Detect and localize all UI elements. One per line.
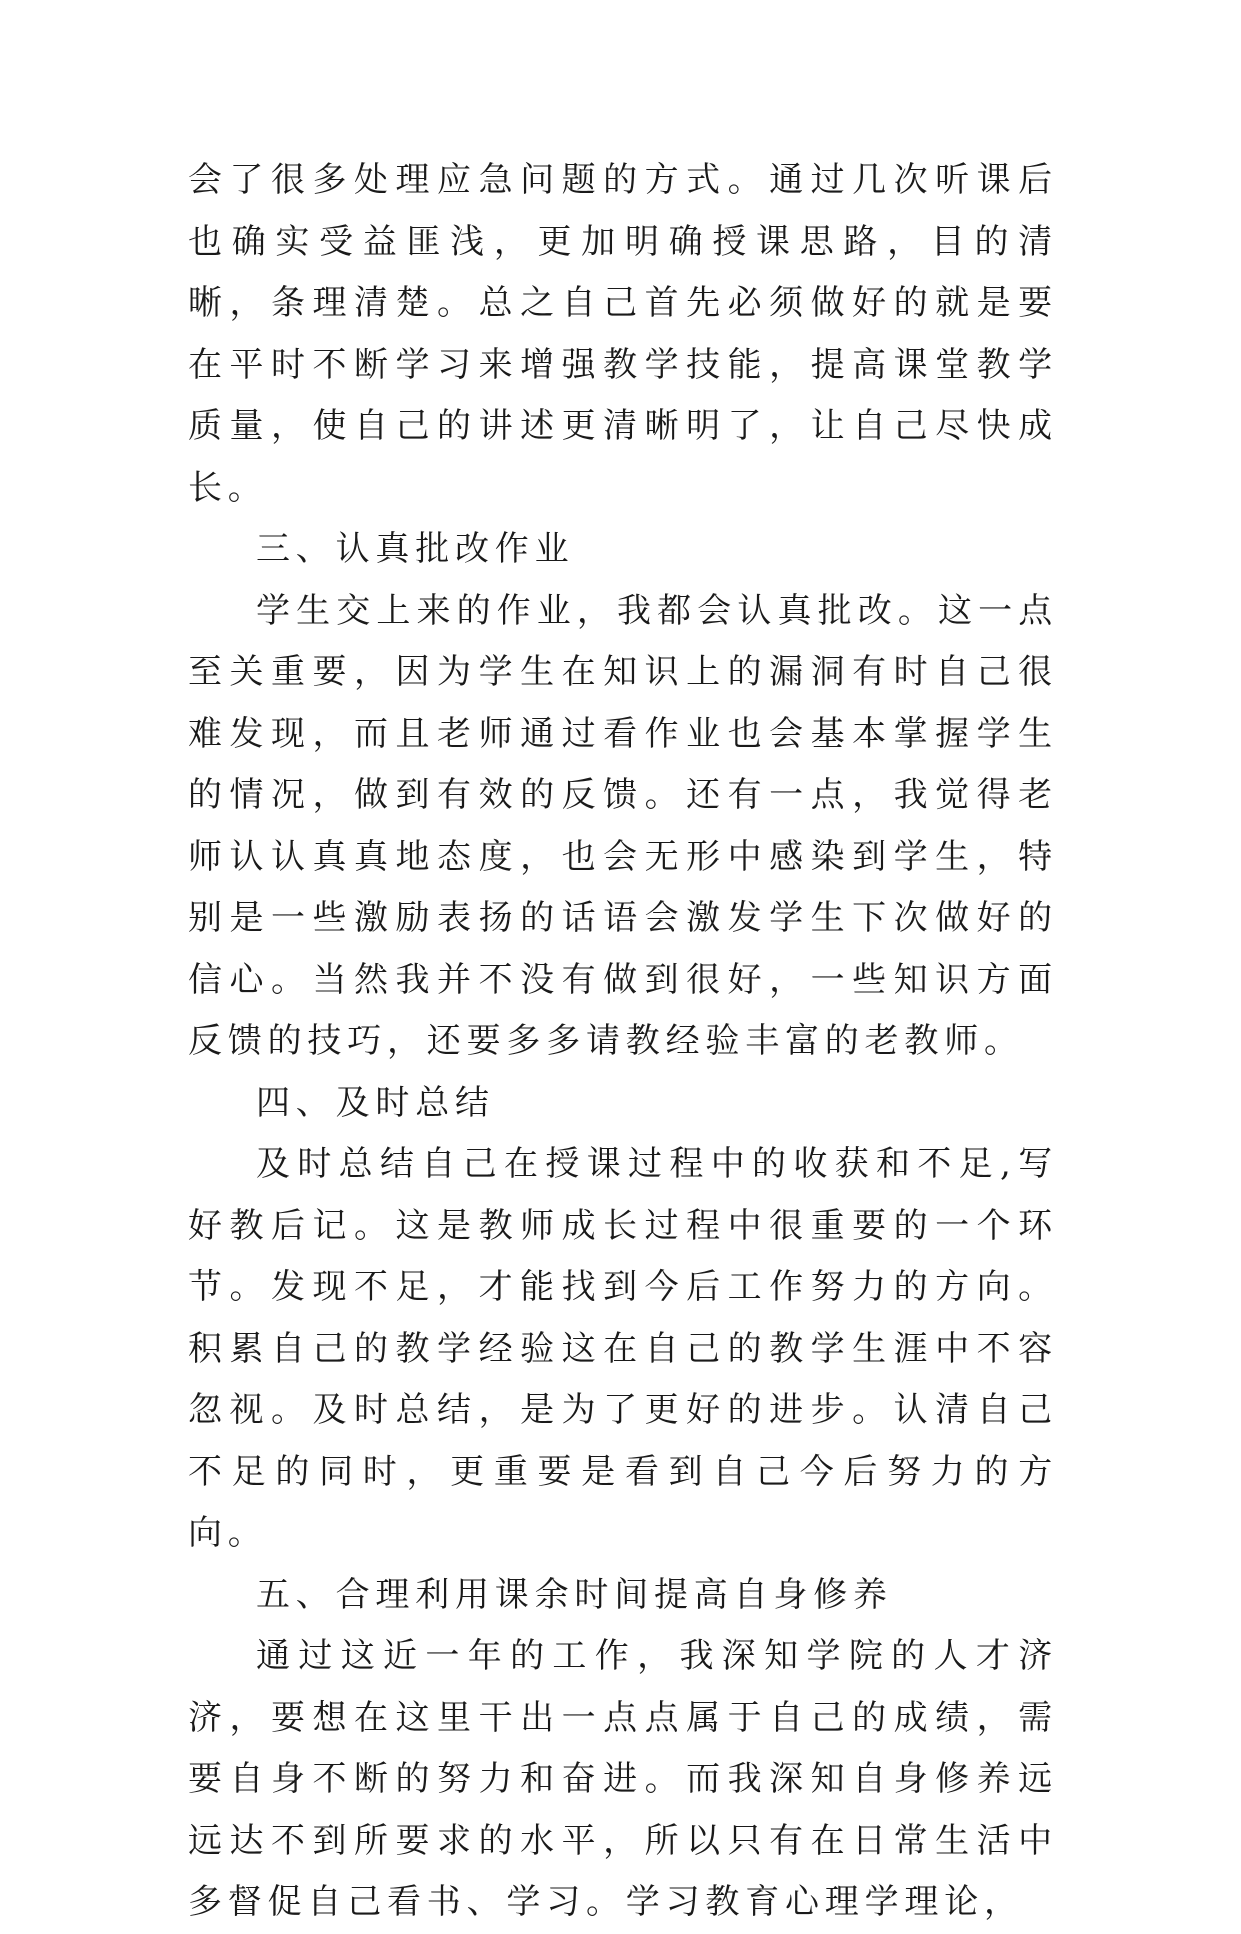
section-heading-summary: 四、及时总结 — [256, 1082, 495, 1123]
paragraph-grading: 学生交上来的作业，我都会认真批改。这一点至关重要，因为学生在知识上的漏洞有时自己很难发现，而且老师通过看作业也会基本掌握学生的情况，做到有效的反馈。还有一点，我觉得老师认认真真地态度，也会无形中感染到学生，特别是一些激励表扬的话语会激发学生下次做好的信心。当然我并不没有做到很好，一些知识方面反馈的技巧，还要多多请教经验丰富的老教师。 — [188, 590, 1058, 1061]
section-heading-self-improvement: 五、合理利用课余时间提高自身修养 — [256, 1574, 893, 1615]
paragraph-continuation: 会了很多处理应急问题的方式。通过几次听课后也确实受益匪浅，更加明确授课思路，目的清晰，条理清楚。总之自己首先必须做好的就是要在平时不断学习来增强教学技能，提高课堂教学质量，使自己的讲述更清晰明了，让自己尽快成长。 — [188, 160, 1058, 508]
section-heading-grading: 三、认真批改作业 — [256, 529, 575, 569]
paragraph-self-improvement: 通过这近一年的工作，我深知学院的人才济济，要想在这里干出一点点属于自己的成绩，需要自身不断的努力和奋进。而我深知自身修养远远达不到所要求的水平，所以只有在日常生活中多督促自己看书、学习。学习教育心理学理论， — [188, 1636, 1058, 1922]
document-page — [188, 150, 1058, 1934]
paragraph-summary: 及时总结自己在授课过程中的收获和不足,写好教后记。这是教师成长过程中很重要的一个环节。发现不足，才能找到今后工作努力的方向。积累自己的教学经验这在自己的教学生涯中不容忽视。及时总结，是为了更好的进步。认清自己不足的同时，更重要是看到自己今后努力的方向。 — [188, 1144, 1058, 1553]
